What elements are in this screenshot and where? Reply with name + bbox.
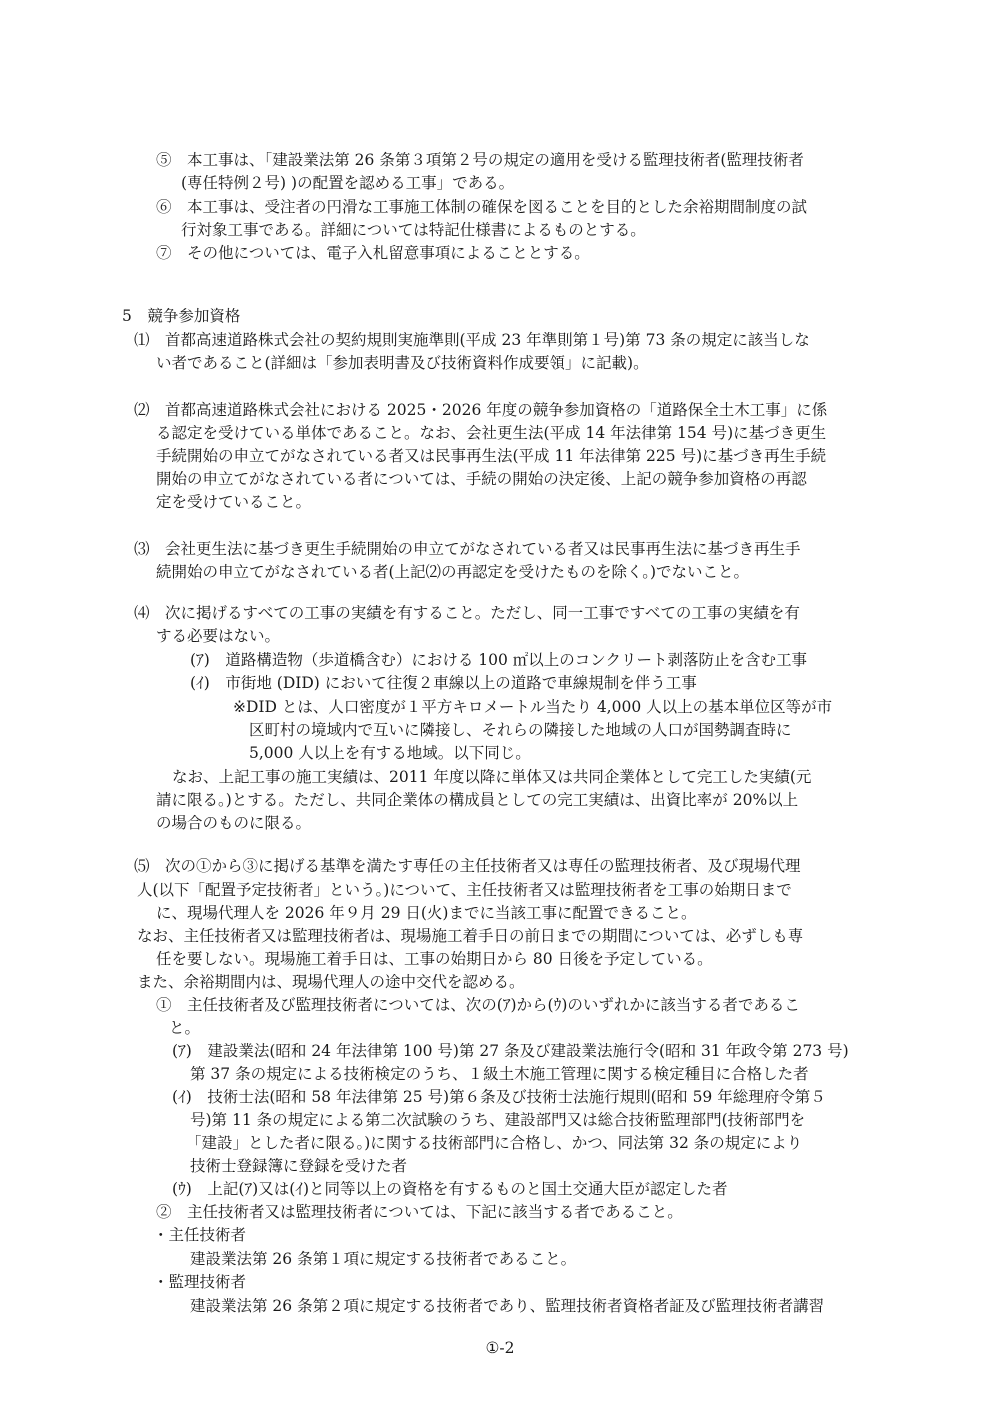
- text-line: なお、上記工事の施工実績は、2011 年度以降に単体又は共同企業体として完工した実績(元: [172, 768, 812, 786]
- text-line: 「建設」とした者に限る。)に関する技術部門に合格し、かつ、同法第 32 条の規定により: [186, 1134, 803, 1152]
- text-line: ② 主任技術者又は監理技術者については、下記に該当する者であること。: [156, 1203, 683, 1221]
- text-line: なお、主任技術者又は監理技術者は、現場施工着手日の前日までの期間については、必ずしも専: [137, 927, 804, 945]
- text-line: に、現場代理人を 2026 年９月 29 日(火)までに当該工事に配置できること。: [156, 904, 697, 922]
- text-line: (ｳ) 上記(ｱ)又は(ｲ)と同等以上の資格を有するものと国土交通大臣が認定した者: [172, 1180, 728, 1198]
- text-line: 5 競争参加資格: [122, 307, 241, 325]
- text-line: 行対象工事である。詳細については特記仕様書によるものとする。: [181, 221, 646, 239]
- text-line: ⑥ 本工事は、受注者の円滑な工事施工体制の確保を図ることを目的とした余裕期間制度の試: [156, 198, 808, 216]
- text-line: 続開始の申立てがなされている者(上記⑵の再認定を受けたものを除く。)でないこと。: [156, 563, 750, 581]
- text-line: ⑤ 本工事は、「建設業法第 26 条第３項第２号の規定の適用を受ける監理技術者(監理技術者: [156, 151, 804, 169]
- text-line: ① 主任技術者及び監理技術者については、次の(ｱ)から(ｳ)のいずれかに該当する者であるこ: [156, 996, 800, 1014]
- text-line: 手続開始の申立てがなされている者又は民事再生法(平成 11 年法律第 225 号)に基づき再生手続: [156, 447, 827, 465]
- text-line: 任を要しない。現場施工着手日は、工事の始期日から 80 日後を予定している。: [156, 950, 713, 968]
- text-line: 人(以下「配置予定技術者」という。)について、主任技術者又は監理技術者を工事の始期日まで: [137, 881, 792, 899]
- text-line: 区町村の境域内で互いに隣接し、それらの隣接した地域の人口が国勢調査時に: [249, 721, 792, 739]
- text-line: る認定を受けている単体であること。なお、会社更生法(平成 14 年法律第 154 号)に基づき更生: [156, 424, 827, 442]
- text-line: 建設業法第 26 条第１項に規定する技術者であること。: [190, 1250, 577, 1268]
- text-line: ⑵ 首都高速道路株式会社における 2025・2026 年度の競争参加資格の「道路保全土木工事」に係: [134, 401, 828, 419]
- text-line: ⑷ 次に掲げるすべての工事の実績を有すること。ただし、同一工事ですべての工事の実績を有: [134, 604, 800, 622]
- text-line: い者であること(詳細は「参加表明書及び技術資料作成要領」に記載)。: [156, 354, 649, 372]
- text-line: 開始の申立てがなされている者については、手続の開始の決定後、上記の競争参加資格の再認: [156, 470, 807, 488]
- text-line: する必要はない。: [156, 627, 281, 645]
- text-line: 請に限る。)とする。ただし、共同企業体の構成員としての完工実績は、出資比率が 20%以上: [156, 791, 799, 809]
- text-line: ※DID とは、人口密度が１平方キロメートル当たり 4,000 人以上の基本単位区等が市: [233, 698, 833, 716]
- text-line: (ｲ) 市街地 (DID) において往復２車線以上の道路で車線規制を伴う工事: [190, 674, 697, 692]
- text-line: (ｲ) 技術士法(昭和 58 年法律第 25 号)第６条及び技術士法施行規則(昭和 59 年総理府令第５: [172, 1088, 826, 1106]
- text-line: 技術士登録簿に登録を受けた者: [190, 1157, 408, 1175]
- text-line: ⑸ 次の①から③に掲げる基準を満たす専任の主任技術者又は専任の監理技術者、及び現場代理: [134, 857, 801, 875]
- page-number: ①-2: [485, 1339, 515, 1357]
- text-line: また、余裕期間内は、現場代理人の途中交代を認める。: [137, 973, 525, 991]
- text-line: (ｱ) 道路構造物（歩道橋含む）における 100 ㎡以上のコンクリート剥落防止を含む工事: [190, 651, 807, 669]
- text-line: 建設業法第 26 条第２項に規定する技術者であり、監理技術者資格者証及び監理技術者講習: [190, 1297, 825, 1315]
- text-line: (専任特例２号) )の配置を認める工事」である。: [181, 174, 515, 192]
- text-line: ⑦ その他については、電子入札留意事項によることとする。: [156, 244, 590, 262]
- text-line: 定を受けていること。: [156, 493, 312, 511]
- text-line: ・監理技術者: [153, 1273, 247, 1291]
- text-line: 5,000 人以上を有する地域。以下同じ。: [249, 744, 531, 762]
- text-line: ・主任技術者: [153, 1226, 247, 1244]
- text-line: 号)第 11 条の規定による第二次試験のうち、建設部門又は総合技術監理部門(技術部門を: [190, 1111, 806, 1129]
- text-line: ⑶ 会社更生法に基づき更生手続開始の申立てがなされている者又は民事再生法に基づき再生手: [134, 540, 801, 558]
- text-line: (ｱ) 建設業法(昭和 24 年法律第 100 号)第 27 条及び建設業法施行令(昭和 31 年政令第 273 号): [172, 1042, 849, 1060]
- text-line: 第 37 条の規定による技術検定のうち、１級土木施工管理に関する検定種目に合格した者: [190, 1065, 809, 1083]
- text-line: の場合のものに限る。: [156, 814, 312, 832]
- text-line: ⑴ 首都高速道路株式会社の契約規則実施準則(平成 23 年準則第１号)第 73 条の規定に該当しな: [134, 331, 810, 349]
- text-line: と。: [169, 1019, 201, 1037]
